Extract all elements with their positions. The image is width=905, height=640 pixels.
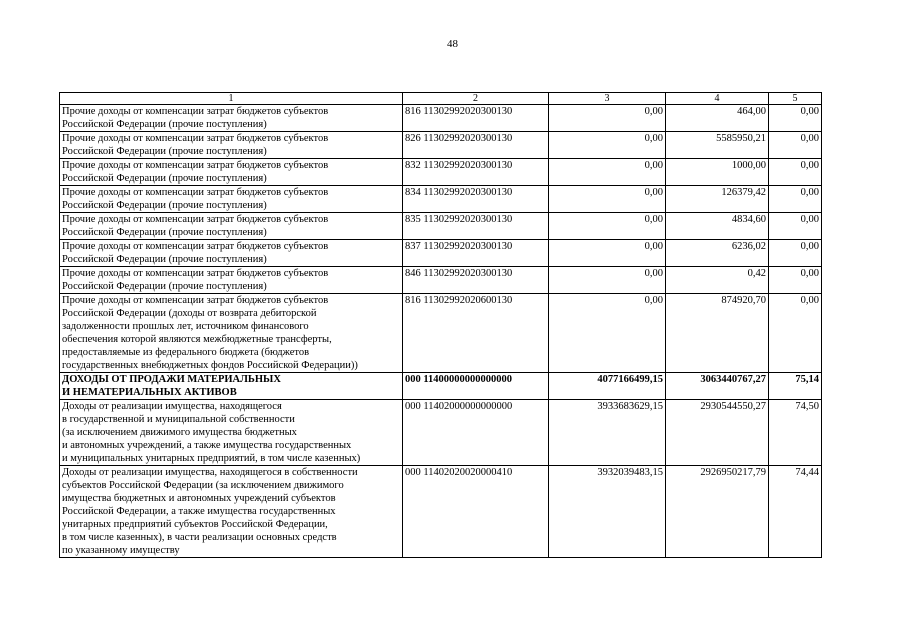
row-value-col5: 0,00 <box>769 240 822 267</box>
row-value-col5: 0,00 <box>769 294 822 373</box>
row-value-col4: 874920,70 <box>666 294 769 373</box>
row-name-cell: Прочие доходы от компенсации затрат бюджетов субъектов Российской Федерации (прочие поступления) <box>60 213 403 240</box>
row-value-col3: 0,00 <box>549 213 666 240</box>
row-name-cell: Доходы от реализации имущества, находящегося в собственности субъектов Российской Федерации (за исключением движимого имущества бюджетных и автономных учреждений субъектов Российской Федерации, а также имущества государственных унитарных предприятий субъектов Российской Федерации, в том числе казенных), в части реализации основных средств по указанному имуществу <box>60 466 403 558</box>
row-value-col4: 6236,02 <box>666 240 769 267</box>
table-row <box>60 159 822 186</box>
row-value-col5: 0,00 <box>769 186 822 213</box>
row-value-col5: 0,00 <box>769 159 822 186</box>
row-value-col3: 0,00 <box>549 267 666 294</box>
row-value-col3: 0,00 <box>549 105 666 132</box>
row-value-col3: 0,00 <box>549 186 666 213</box>
row-code-cell: 846 11302992020300130 <box>403 267 549 294</box>
row-value-col3: 0,00 <box>549 294 666 373</box>
table-row <box>60 400 822 466</box>
row-value-col4: 3063440767,27 <box>666 373 769 400</box>
row-value-col3: 3933683629,15 <box>549 400 666 466</box>
table-row <box>60 132 822 159</box>
table-row <box>60 105 822 132</box>
row-value-col4: 4834,60 <box>666 213 769 240</box>
row-value-col4: 2930544550,27 <box>666 400 769 466</box>
row-value-col4: 2926950217,79 <box>666 466 769 558</box>
row-value-col3: 4077166499,15 <box>549 373 666 400</box>
column-header-1: 1 <box>60 93 403 105</box>
row-name-cell: ДОХОДЫ ОТ ПРОДАЖИ МАТЕРИАЛЬНЫХ И НЕМАТЕРИАЛЬНЫХ АКТИВОВ <box>60 373 403 400</box>
column-header-5: 5 <box>769 93 822 105</box>
row-value-col5: 0,00 <box>769 105 822 132</box>
row-value-col3: 0,00 <box>549 132 666 159</box>
row-value-col4: 0,42 <box>666 267 769 294</box>
row-name-cell: Прочие доходы от компенсации затрат бюджетов субъектов Российской Федерации (прочие поступления) <box>60 267 403 294</box>
row-value-col4: 464,00 <box>666 105 769 132</box>
row-value-col5: 0,00 <box>769 132 822 159</box>
row-value-col3: 3932039483,15 <box>549 466 666 558</box>
row-name-cell: Доходы от реализации имущества, находящегося в государственной и муниципальной собственности (за исключением движимого имущества бюджетных и автономных учреждений, а также имущества государственных и муниципальных унитарных предприятий, в том числе казенных) <box>60 400 403 466</box>
table-row <box>60 240 822 267</box>
row-code-cell: 816 11302992020300130 <box>403 105 549 132</box>
row-code-cell: 816 11302992020600130 <box>403 294 549 373</box>
row-name-cell: Прочие доходы от компенсации затрат бюджетов субъектов Российской Федерации (прочие поступления) <box>60 159 403 186</box>
row-value-col3: 0,00 <box>549 159 666 186</box>
row-name-cell: Прочие доходы от компенсации затрат бюджетов субъектов Российской Федерации (прочие поступления) <box>60 132 403 159</box>
column-header-3: 3 <box>549 93 666 105</box>
table-row <box>60 267 822 294</box>
table-row <box>60 294 822 373</box>
row-code-cell: 000 11402000000000000 <box>403 400 549 466</box>
table-row <box>60 373 822 400</box>
row-name-cell: Прочие доходы от компенсации затрат бюджетов субъектов Российской Федерации (прочие поступления) <box>60 240 403 267</box>
row-value-col5: 74,50 <box>769 400 822 466</box>
row-value-col5: 75,14 <box>769 373 822 400</box>
row-value-col3: 0,00 <box>549 240 666 267</box>
row-value-col4: 1000,00 <box>666 159 769 186</box>
table-row <box>60 186 822 213</box>
row-name-cell: Прочие доходы от компенсации затрат бюджетов субъектов Российской Федерации (прочие поступления) <box>60 105 403 132</box>
column-header-4: 4 <box>666 93 769 105</box>
row-value-col4: 126379,42 <box>666 186 769 213</box>
table-row <box>60 466 822 558</box>
row-code-cell: 000 11402020020000410 <box>403 466 549 558</box>
row-value-col4: 5585950,21 <box>666 132 769 159</box>
row-name-cell: Прочие доходы от компенсации затрат бюджетов субъектов Российской Федерации (прочие поступления) <box>60 186 403 213</box>
column-header-2: 2 <box>403 93 549 105</box>
row-value-col5: 0,00 <box>769 213 822 240</box>
row-code-cell: 835 11302992020300130 <box>403 213 549 240</box>
row-code-cell: 832 11302992020300130 <box>403 159 549 186</box>
page-number: 48 <box>447 38 458 50</box>
header-row <box>60 93 822 105</box>
row-code-cell: 837 11302992020300130 <box>403 240 549 267</box>
row-value-col5: 74,44 <box>769 466 822 558</box>
budget-table <box>59 92 822 558</box>
row-code-cell: 826 11302992020300130 <box>403 132 549 159</box>
row-code-cell: 000 11400000000000000 <box>403 373 549 400</box>
row-value-col5: 0,00 <box>769 267 822 294</box>
table-row <box>60 213 822 240</box>
row-name-cell: Прочие доходы от компенсации затрат бюджетов субъектов Российской Федерации (доходы от возврата дебиторской задолженности прошлых лет, источником финансового обеспечения которой являются межбюджетные трансферты, предоставляемые из федерального бюджета (бюджетов государственных внебюджетных фондов Российской Федерации)) <box>60 294 403 373</box>
row-code-cell: 834 11302992020300130 <box>403 186 549 213</box>
